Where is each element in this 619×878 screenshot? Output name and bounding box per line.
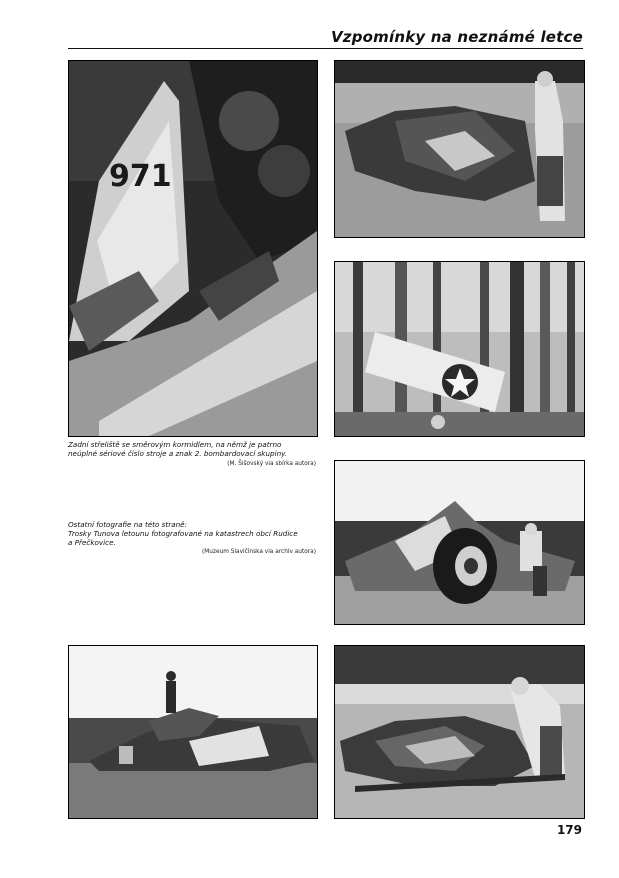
caption-other-credit: (Muzeum Slavičínska via archiv autora) [202,549,316,555]
caption-other [68,520,328,547]
caption-main-credit: (M. Šišovský via sbírka autora) [227,461,316,467]
photo-wreck-field-woman [334,60,585,238]
running-header-title: Vzpomínky na neznámé letce [331,28,583,46]
photo-wreck-man-standing [68,645,318,819]
page-number: 179 [556,823,582,837]
caption-main-line1: Zadní střeliště se směrovým kormidlem, na němž je patrno [68,440,282,449]
caption-main [68,440,318,458]
photo-wreck-woman-bending [334,645,585,819]
caption-other-line1: Ostatní fotografie na této straně: [68,520,188,529]
caption-other-line3: a Přečkovice. [68,538,116,547]
photo-landing-gear-wreck [334,460,585,625]
caption-main-line2: neúplné sériové číslo stroje a znak 2. bombardovací skupiny. [68,449,288,458]
photo-tail-wreckage [68,60,318,437]
caption-other-line2: Trosky Tunova letounu fotografované na katastrech obcí Rudice [68,529,298,538]
photo-forest-wing [334,261,585,437]
tail-serial-number: 971 [109,159,172,194]
header-rule [68,48,583,49]
